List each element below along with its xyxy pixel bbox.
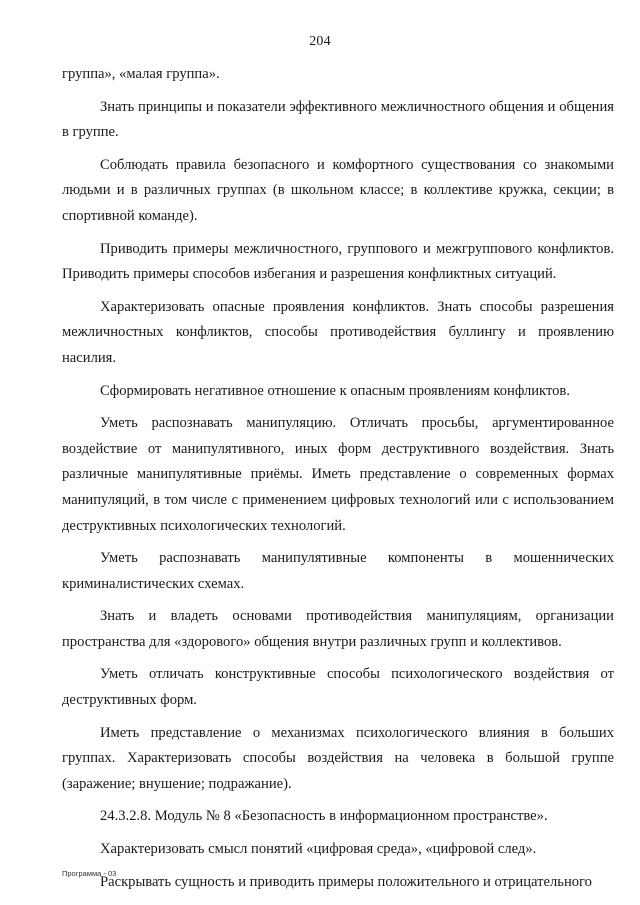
paragraph: Характеризовать смысл понятий «цифровая среда», «цифровой след».: [100, 841, 537, 858]
paragraph: Уметь отличать конструктивные способы психологического воздействия от деструктивных форм.: [62, 666, 614, 709]
paragraph: группа», «малая группа».: [62, 66, 220, 82]
paragraph: Приводить примеры межличностного, группового и межгруппового конфликтов. Приводить примеры способов избегания и разрешения конфликтных ситуаций.: [62, 240, 614, 283]
page-number: 204: [309, 34, 331, 49]
paragraph: Знать и владеть основами противодействия манипуляциям, организации пространства для «здорового» общения внутри различных групп и коллективов.: [62, 608, 614, 650]
paragraph: Сформировать негативное отношение к опасным проявлениям конфликтов.: [100, 382, 570, 399]
paragraph: Уметь распознавать манипулятивные компоненты в мошеннических криминалистических схемах.: [62, 550, 614, 592]
paragraph: Знать принципы и показатели эффективного межличностного общения и общения в группе.: [62, 98, 614, 141]
document-body: [62, 62, 614, 902]
paragraph: Характеризовать опасные проявления конфликтов. Знать способы разрешения межличностных конфликтов, способы противодействия буллингу и проявлению насилия.: [62, 298, 614, 366]
paragraph: Иметь представление о механизмах психологического влияния в больших группах. Характеризовать способы воздействия на человека в большой группе (заражение; внушение; подражание).: [62, 724, 614, 792]
page-footer: Программа - 03: [62, 869, 117, 878]
section-heading: 24.3.2.8. Модуль № 8 «Безопасность в информационном пространстве».: [100, 808, 548, 825]
paragraph: Соблюдать правила безопасного и комфортного существования со знакомыми людьми и в различных группах (в школьном классе; в коллективе кружка, секции; в спортивной команде).: [62, 156, 614, 224]
paragraph: Уметь распознавать манипуляцию. Отличать просьбы, аргументированное воздействие от манипулятивного, иных форм деструктивного воздействия. Знать различные манипулятивные приёмы. Иметь представление о современных формах манипуляций, в том числе с применением цифровых технологий или с использованием деструктивных психологических технологий.: [62, 415, 614, 534]
paragraph: Раскрывать сущность и приводить примеры положительного и отрицательного: [100, 873, 592, 890]
